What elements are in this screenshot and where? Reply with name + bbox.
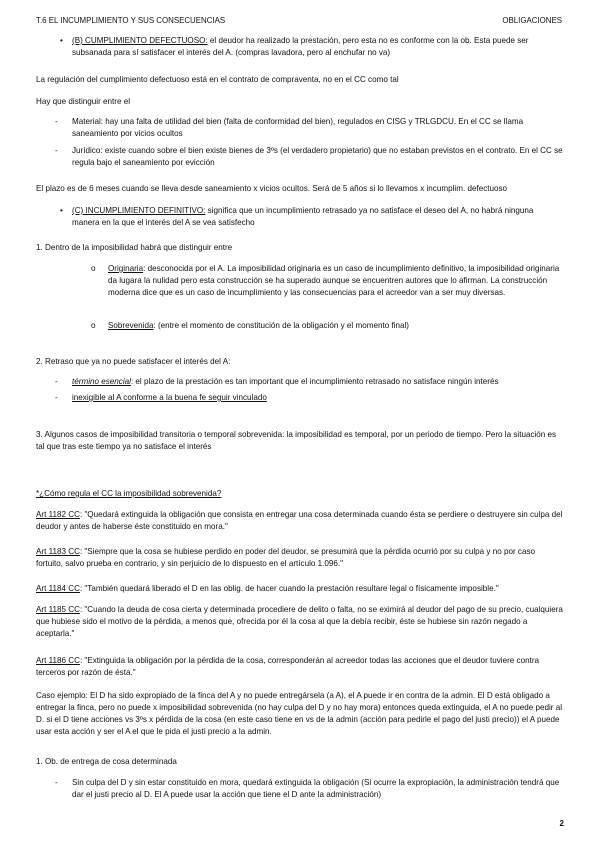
- ob-entrega-heading: 1. Ob. de entrega de cosa determinada: [36, 757, 177, 766]
- article-ref: Art 1183 CC: [36, 547, 80, 556]
- article-ref: Art 1182 CC: [36, 510, 80, 519]
- originaria-label: Originaria: [108, 264, 144, 273]
- incumplimiento-definitivo-text: significa que un incumplimiento retrasado ya no satisface el deseo del A, no habrá ninguna manera en la que el interés del A se vea satisfecho: [72, 206, 534, 227]
- list-item-material: [36, 116, 563, 140]
- dash-glyph: -: [55, 393, 58, 402]
- regulacion-paragraph: La regulación del cumplimiento defectuoso está en el contrato de compraventa, no en el CC como tal: [36, 75, 399, 84]
- article-ref: Art 1185 CC: [36, 605, 80, 614]
- article-1182: [36, 509, 563, 533]
- numbered-1: 1. Dentro de la imposibilidad habrá que distinguir entre: [36, 243, 233, 252]
- article-ref: Art 1186 CC: [36, 656, 80, 665]
- header-left: T.6 EL INCUMPLIMIENTO Y SUS CONSECUENCIAS: [36, 16, 226, 25]
- list-item-termino-esencial: [36, 376, 563, 388]
- circle-bullet-glyph: o: [91, 321, 96, 330]
- article-1184: [36, 583, 563, 595]
- caso-ejemplo-paragraph: Caso ejemplo: El D ha sido expropiado de la finca del A y no puede entregársela (a A), el A puede ir en contra de la admin. El D está obligado a entregar la finca, pero no puede x imposibilidad sobrevenida (no hay culpa del D y no hay mora) entonces queda extinguida, el A no puede pedir al D. si el D tiene acciones vs 3ºs x pérdida de la cosa (en este caso tiene en vs de la admin (acción para pedirle el pago del justi precio)) el A puede usar esta acción y ser el A el que le pida el justi precio a la admin.: [36, 691, 562, 736]
- article-text: : "También quedará liberado el D en las oblig. de hacer cuando la prestación resultare legal o físicamente imposible.": [79, 584, 499, 593]
- list-item-sin-culpa: [36, 777, 563, 801]
- page-number: 2: [559, 819, 564, 828]
- article-1186: [36, 655, 563, 679]
- plazo-paragraph: El plazo es de 6 meses cuando se lleva desde saneamiento x vicios ocultos. Será de 5 años si lo llevamos x incumplim. defectuoso: [36, 184, 508, 193]
- material-text: Material: hay una falta de utilidad del bien (falta de conformidad del bien), regulados en CISG y TRLGDCU. En el CC se llama saneamiento por vicios ocultos: [72, 117, 524, 138]
- article-1185: [36, 604, 563, 640]
- circle-bullet-glyph: o: [91, 264, 96, 273]
- item-incumplimiento-definitivo: [36, 205, 563, 229]
- bullet-glyph: •: [60, 36, 63, 45]
- list-item-juridico: [36, 145, 563, 169]
- question-heading: *¿Cómo regula el CC la imposibilidad sobrevenida?: [36, 489, 222, 498]
- distinguir-paragraph: Hay que distinguir entre el: [36, 97, 131, 106]
- header-right: OBLIGACIONES: [502, 16, 562, 25]
- dash-glyph: -: [55, 778, 58, 787]
- sobrevenida-label: Sobrevenida: [108, 321, 154, 330]
- numbered-2: 2. Retraso que ya no puede satisfacer el interés del A:: [36, 357, 231, 366]
- article-text: : "Siempre que la cosa se hubiese perdido en poder del deudor, se presumirá que la pérdida ocurrió por su culpa y no por caso fortuito, salvo prueba en contrario, y sin perjuicio de lo dispuesto en el artículo 1.096.": [36, 547, 535, 568]
- termino-esencial-label: término esencial: [72, 377, 131, 386]
- list-item-inexigible: [36, 392, 563, 404]
- article-text: : "Quedará extinguida la obligación que consista en entregar una cosa determinada cuando ésta se perdiere o destruyere sin culpa del deudor y antes de haberse éste constituido en mora.": [36, 510, 563, 531]
- sublist-originaria: [36, 263, 563, 299]
- item-cumplimiento-defectuoso: [36, 35, 563, 59]
- article-text: : "Extinguida la obligación por la pérdida de la cosa, corresponderán al acreedor todas las acciones que el deudor tuviere contra terceros por razón de ésta.": [36, 656, 540, 677]
- dash-glyph: -: [55, 146, 58, 155]
- dash-glyph: -: [55, 117, 58, 126]
- dash-glyph: -: [55, 377, 58, 386]
- originaria-text: : desconocida por el A. La imposibilidad originaria es un caso de incumplimiento definitivo, la imposibilidad originaria da lugara la nulidad pero esta construcción se ha superado aunque se encuentren autores que lo afirman. La construcción moderna dice que es un caso de incumplimiento y las consecuencias para el acreedor van a ser muy diversas.: [108, 264, 560, 297]
- article-ref: Art 1184 CC: [36, 584, 80, 593]
- article-1183: [36, 546, 563, 570]
- termino-esencial-text: : el plazo de la prestación es tan important que el incumplimiento retrasado no satisface ningún interés: [130, 377, 499, 386]
- inexigible-text: inexigible al A conforme a la buena fe seguir vinculado: [72, 393, 267, 402]
- article-text: : "Cuando la deuda de cosa cierta y determinada procediere de delito o falta, no se eximirá al deudor del pago de su precio, cualquiera que hubiese sido el motivo de la pérdida, a menos que, ofrecida por él la cosa al que la debía recibir, éste se hubiese sin razón negado a aceptarla.": [36, 605, 563, 638]
- incumplimiento-definitivo-label: (C) INCUMPLIMIENTO DEFINITIVO:: [72, 206, 206, 215]
- page-header: [36, 15, 562, 27]
- juridico-text: Jurídico: existe cuando sobre el bien existe bienes de 3ºs (el verdadero propietario) que no estaban previstos en el contrato. En el CC se regula bajo el saneamiento por evicción: [72, 146, 563, 167]
- cumplimiento-defectuoso-label: (B) CUMPLIMIENTO DEFECTUOSO:: [72, 36, 208, 45]
- numbered-3: 3. Algunos casos de imposibilidad transitoria o temporal sobrevenida: la imposibilidad es temporal, por un periodo de tiempo. Pero la situación es tal que tras este tiempo ya no satisface el interés: [36, 430, 557, 451]
- cumplimiento-defectuoso-text: el deudor ha realizado la prestación, pero esta no es conforme con la ob. Esta puede ser subsanada para sí satisfacer el interés del A. (compras lavadora, pero al enchufar no va): [72, 36, 529, 57]
- bullet-glyph: •: [60, 206, 63, 215]
- sin-culpa-text: Sin culpa del D y sin estar constituido en mora, quedará extinguida la obligación (Si ocurre la expropiación, la administración tendrá que dar el justi precio al D. El A puede usar la acción que tiene el D ante la administración): [72, 778, 560, 799]
- sublist-sobrevenida: [36, 320, 563, 332]
- sobrevenida-text: : (entre el momento de constitución de la obligación y el momento final): [153, 321, 409, 330]
